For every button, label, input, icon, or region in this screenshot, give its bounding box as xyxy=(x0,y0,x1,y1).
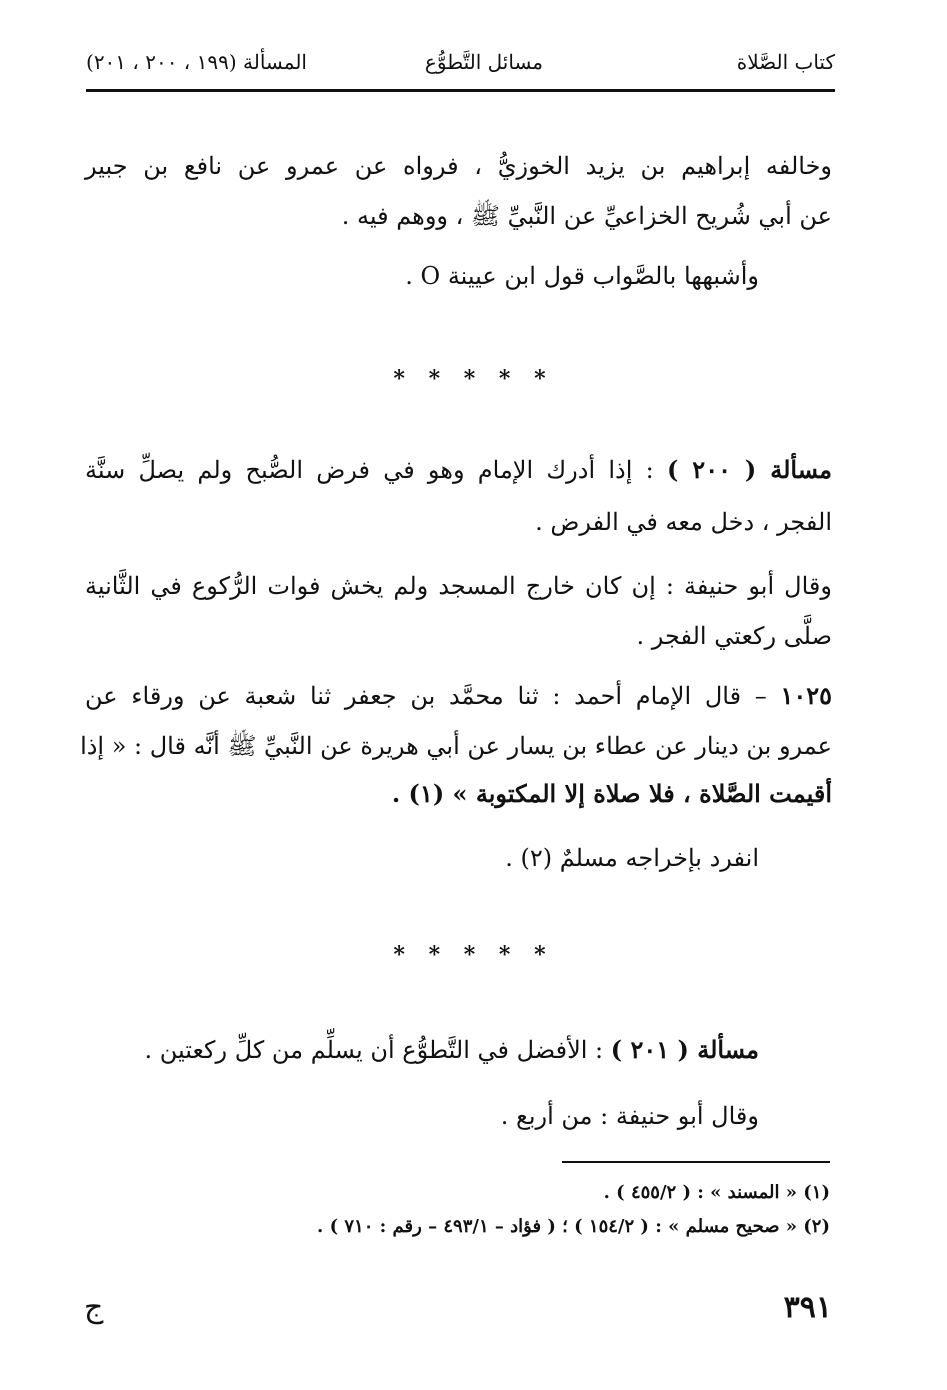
page-number: ٣٩١ xyxy=(783,1290,832,1325)
issue-200-text: : إذا أدرك الإمام وهو في فرض الصُّبح ولم يصلِّ سنَّة xyxy=(85,456,654,484)
issue-201-label: مسألة ( ٢٠١ ) xyxy=(610,1035,759,1064)
paragraph-line: وأشبهها بالصَّواب قول ابن عيينة O . xyxy=(405,262,759,290)
hadith-1025-line-2: عمرو بن دينار عن عطاء بن يسار عن أبي هريرة عن النَّبيِّ ﷺ أنَّه قال : « إذا xyxy=(80,732,832,760)
section-separator: * * * * * xyxy=(393,366,554,392)
issue-200-line-2: الفجر ، دخل معه في الفرض . xyxy=(535,508,832,536)
hadith-text: – قال الإمام أحمد : ثنا محمَّد بن جعفر ثنا شعبة عن ورقاء عن xyxy=(85,682,767,710)
footnote-1: (١) « المسند » : ( ٤٥٥/٢ ) . xyxy=(603,1182,830,1203)
issue-201-text: : الأفضل في التَّطوُّع أن يسلِّم من كلِّ ركعتين . xyxy=(144,1036,604,1064)
header-issue-numbers: المسألة (١٩٩ ، ٢٠٠ ، ٢٠١) xyxy=(86,50,307,74)
header-section-title: مسائل التَّطوُّع xyxy=(424,50,543,74)
footnote-2: (٢) « صحيح مسلم » : ( ١٥٤/٢ ) ؛ ( فؤاد – ٤٩٣/١ – رقم : ٧١٠ ) . xyxy=(317,1216,830,1237)
issue-200-hanafi-line-1: وقال أبو حنيفة : إن كان خارج المسجد ولم يخش فوات الرُّكوع في الثَّانية xyxy=(85,572,832,600)
issue-200-line-1 xyxy=(85,450,832,490)
section-separator: * * * * * xyxy=(393,942,554,968)
header-rule xyxy=(86,89,835,92)
header-book-title: كتاب الصَّلاة xyxy=(736,50,835,74)
signature-mark: ج xyxy=(84,1290,104,1325)
hadith-1025-line-3: أقيمت الصَّلاة ، فلا صلاة إلا المكتوبة » (١) . xyxy=(391,779,832,808)
hadith-1025-line-1 xyxy=(85,676,832,716)
running-header xyxy=(86,40,835,84)
issue-200-label: مسألة ( ٢٠٠ ) xyxy=(666,455,833,484)
issue-201-hanafi: وقال أبو حنيفة : من أربع . xyxy=(500,1102,759,1130)
issue-201-line xyxy=(85,1030,759,1070)
hadith-number: ١٠٢٥ xyxy=(780,681,832,710)
hadith-1025-note: انفرد بإخراجه مسلمٌ (٢) . xyxy=(505,844,759,872)
footnote-rule xyxy=(562,1161,830,1163)
paragraph-line: عن أبي شُريح الخزاعيِّ عن النَّبيِّ ﷺ ، ووهم فيه . xyxy=(341,202,832,230)
issue-200-hanafi-line-2: صلَّى ركعتي الفجر . xyxy=(636,622,832,650)
paragraph-line: وخالفه إبراهيم بن يزيد الخوزيُّ ، فرواه عن عمرو عن نافع بن جبير xyxy=(85,152,832,180)
